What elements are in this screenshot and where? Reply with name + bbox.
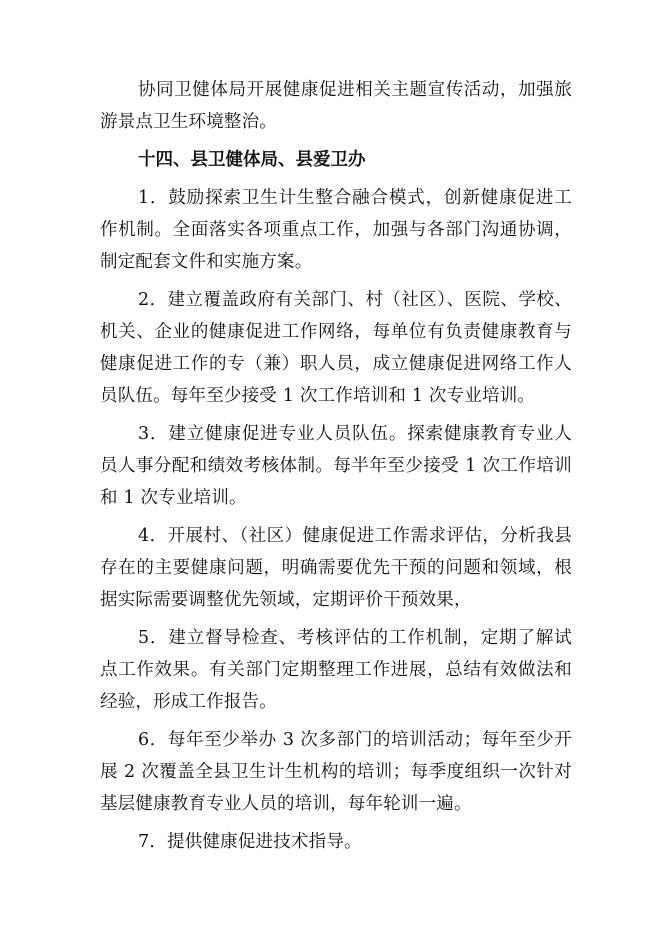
- paragraph-item-1: 1．鼓励探索卫生计生整合融合模式，创新健康促进工作机制。全面落实各项重点工作，加强与各部门沟通协调，制定配套文件和实施方案。: [100, 188, 572, 272]
- document-page: [100, 74, 572, 858]
- paragraph-item-5: 5．建立督导检查、考核评估的工作机制，定期了解试点工作效果。有关部门定期整理工作进展，总结有效做法和经验，形成工作报告。: [100, 628, 572, 712]
- paragraph-item-3: 3．建立健康促进专业人员队伍。探索健康教育专业人员人事分配和绩效考核体制。每半年至少接受 1 次工作培训和 1 次专业培训。: [100, 424, 572, 508]
- paragraph-item-7: 7．提供健康促进技术指导。: [138, 832, 362, 852]
- paragraph-item-6: 6．每年至少举办 3 次多部门的培训活动；每年至少开展 2 次覆盖全县卫生计生机构的培训；每季度组织一次针对基层健康教育专业人员的培训，每年轮训一遍。: [100, 730, 572, 814]
- section-heading: 十四、县卫健体局、县爱卫办: [138, 150, 366, 170]
- paragraph-item-2: 2．建立覆盖政府有关部门、村（社区）、医院、学校、机关、企业的健康促进工作网络，每单位有负责健康教育与健康促进工作的专（兼）职人员，成立健康促进网络工作人员队伍。每年至少接受 1 次工作培训和 1 次专业培训。: [100, 290, 572, 406]
- paragraph-intro: 协同卫健体局开展健康促进相关主题宣传活动，加强旅游景点卫生环境整治。: [100, 80, 572, 132]
- paragraph-item-4: 4．开展村、（社区）健康促进工作需求评估，分析我县存在的主要健康问题，明确需要优先干预的问题和领域，根据实际需要调整优先领域，定期评价干预效果，: [100, 526, 572, 610]
